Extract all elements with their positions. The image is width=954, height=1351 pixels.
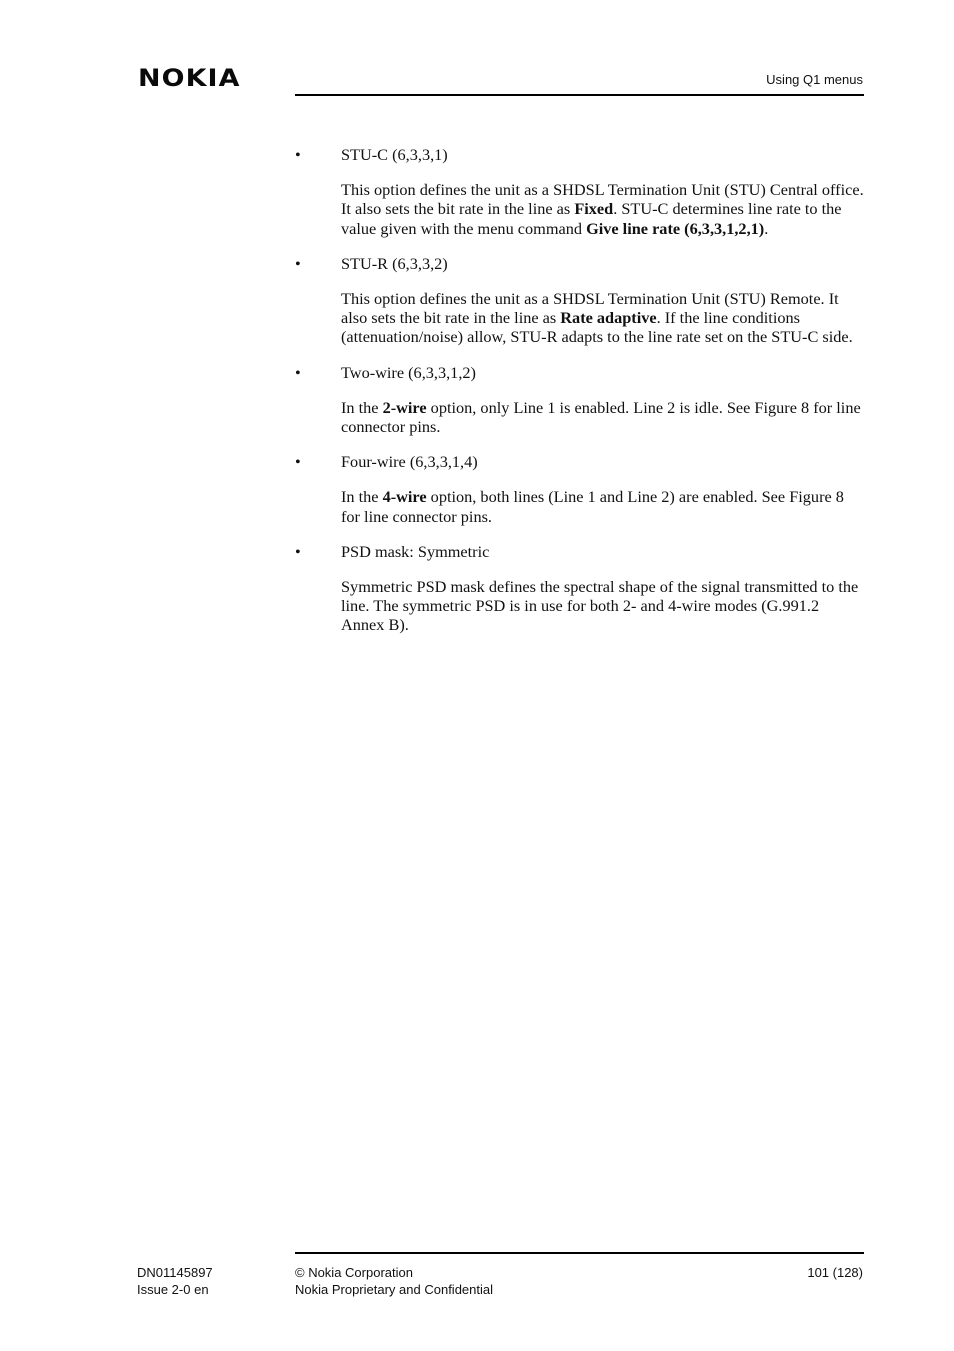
footer-divider — [295, 1252, 864, 1254]
list-item — [295, 542, 864, 635]
option-description — [341, 398, 864, 436]
bullet-icon: • — [295, 541, 301, 561]
option-description — [341, 487, 864, 525]
footer-legal — [295, 1264, 493, 1298]
copyright-text: © Nokia Corporation — [295, 1265, 413, 1280]
document-number: DN01145897 — [137, 1265, 213, 1280]
option-heading — [295, 542, 864, 561]
nokia-logo: NOKIA — [138, 64, 241, 92]
option-heading — [295, 363, 864, 382]
footer-document-info — [137, 1264, 213, 1298]
header-divider — [295, 94, 864, 96]
bullet-icon: • — [295, 362, 301, 382]
option-heading — [295, 452, 864, 471]
description-text: . If the line conditions (attenuation/noise) allow, STU-R adapts to the line rate set on the STU-C side. — [341, 308, 853, 347]
description-text: . — [764, 218, 769, 238]
page-number: 101 (128) — [807, 1265, 863, 1280]
footer-page — [807, 1264, 863, 1281]
issue-label: Issue 2-0 en — [137, 1282, 209, 1297]
description-text: option, both lines (Line 1 and Line 2) are enabled. See Figure 8 for line connector pins. — [341, 487, 844, 526]
main-content — [295, 145, 864, 651]
description-text: This option defines the unit as a SHDSL Termination Unit (STU) Remote. It also sets the bit rate in the line as — [341, 289, 839, 328]
list-item — [295, 254, 864, 347]
emphasis-text: Rate adaptive — [560, 308, 657, 328]
bullet-icon: • — [295, 253, 301, 273]
emphasis-text: Fixed — [574, 199, 614, 219]
bullet-icon: • — [295, 452, 301, 472]
option-description — [341, 289, 864, 347]
description-text: In the — [341, 397, 383, 417]
option-description — [341, 180, 864, 238]
emphasis-text: Give line rate (6,3,3,1,2,1) — [586, 218, 765, 238]
description-text: In the — [341, 487, 383, 507]
option-title: Four-wire (6,3,3,1,4) — [341, 452, 478, 472]
emphasis-text: 2-wire — [382, 397, 427, 417]
description-text: . STU-C determines line rate to the value given with the menu command — [341, 199, 842, 238]
option-title: PSD mask: Symmetric — [341, 541, 490, 561]
description-text: Symmetric PSD mask defines the spectral shape of the signal transmitted to the line. The symmetric PSD is in use for both 2- and 4-wire modes (G.991.2 Annex B). — [341, 577, 859, 635]
section-title: Using Q1 menus — [766, 72, 863, 87]
option-description — [341, 577, 864, 635]
description-text: This option defines the unit as a SHDSL Termination Unit (STU) Central office. It also sets the bit rate in the line as — [341, 180, 864, 219]
list-item — [295, 145, 864, 238]
option-heading — [295, 254, 864, 273]
option-heading — [295, 145, 864, 164]
emphasis-text: 4-wire — [382, 487, 427, 507]
bullet-icon: • — [295, 145, 301, 164]
list-item — [295, 452, 864, 526]
option-title: STU-C (6,3,3,1) — [341, 145, 448, 164]
description-text: option, only Line 1 is enabled. Line 2 is idle. See Figure 8 for line connector pins. — [341, 397, 861, 437]
option-title: STU-R (6,3,3,2) — [341, 253, 448, 273]
list-item — [295, 363, 864, 437]
confidential-text: Nokia Proprietary and Confidential — [295, 1282, 493, 1297]
option-title: Two-wire (6,3,3,1,2) — [341, 362, 476, 382]
